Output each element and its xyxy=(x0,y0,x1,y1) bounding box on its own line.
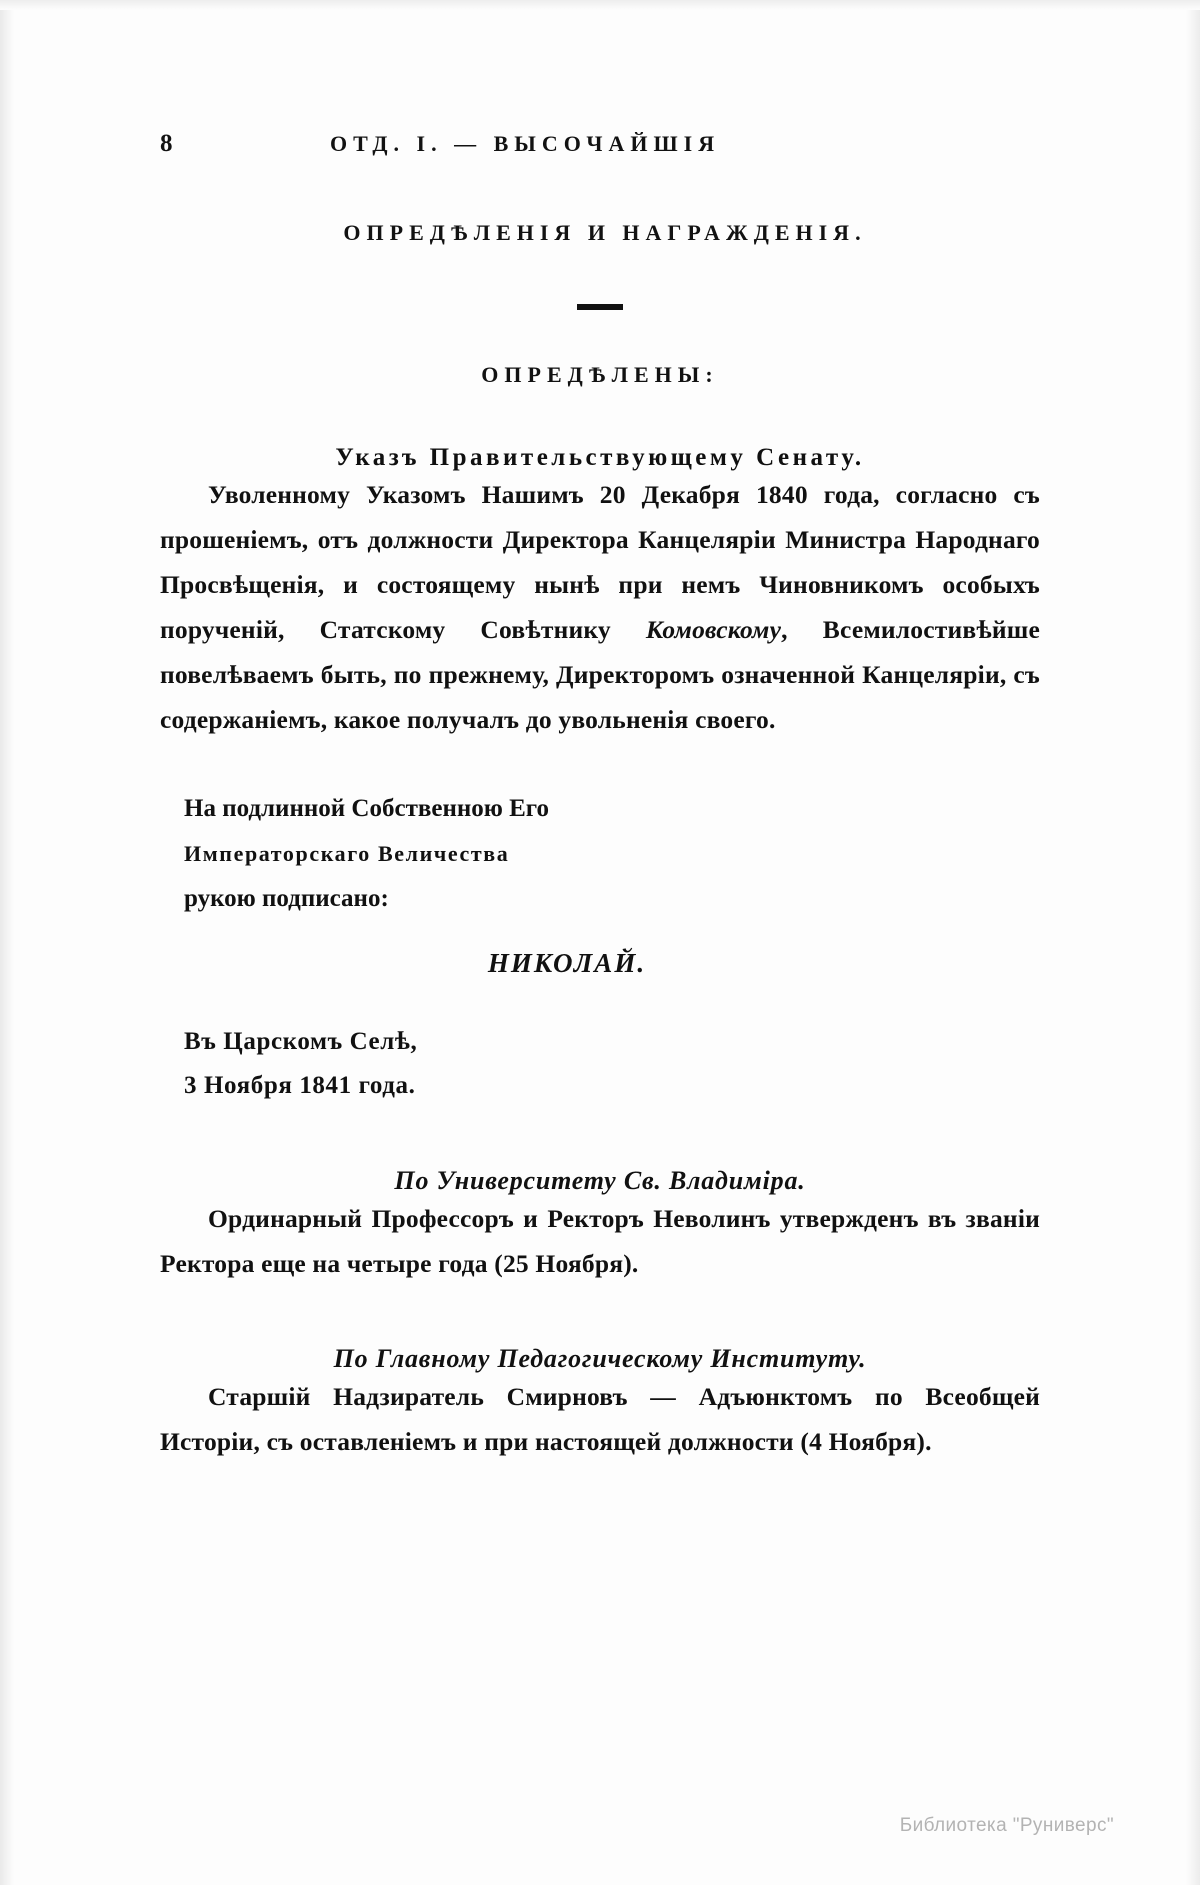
library-watermark: Библиотека "Руниверс" xyxy=(899,1815,1114,1836)
decree-body-paragraph xyxy=(160,472,1040,742)
scan-edge-top xyxy=(0,0,1200,10)
section-heading: ОПРЕДѢЛЕНЫ: xyxy=(481,362,719,387)
place-line: Въ Царскомъ Селѣ, xyxy=(184,1028,418,1055)
decree-title: Указъ Правительствующему Сенату. xyxy=(335,444,865,471)
signature-line-1: На подлинной Собственною Его xyxy=(184,795,550,822)
signature-block xyxy=(160,786,1040,986)
subheading-university: По Университету Св. Владиміра. xyxy=(394,1166,806,1195)
decree-body-italic-name: Комовскому xyxy=(645,615,782,644)
institute-text-part-1: Старшій Надзиратель xyxy=(208,1382,507,1411)
horizontal-rule-divider xyxy=(577,304,623,310)
decree-body-part-2: , Всемилостивѣйше повелѣваемъ быть, по прежнему, Директоромъ означенной Канцеляріи, съ содержаніемъ, какое получалъ до увольненія своего. xyxy=(160,615,1040,734)
institute-italic-name: Смирновъ xyxy=(506,1382,628,1411)
scan-edge-right xyxy=(1186,0,1200,1885)
decree-body-part-1: Уволенному Указомъ Нашимъ 20 Декабря 1840 года, согласно съ прошеніемъ, отъ должности Директора Канцеляріи Министра Народнаго Просвѣщенія, и состоящему нынѣ при немъ Чиновникомъ особыхъ порученій, Статскому Совѣтнику xyxy=(160,480,1040,644)
signature-line-2: Императорскаго Величества xyxy=(184,841,510,866)
page-content xyxy=(160,130,1040,1464)
subheading-institute: По Главному Педагогическому Институту. xyxy=(333,1344,867,1373)
running-head-line-2: ОПРЕДѢЛЕНІЯ И НАГРАЖДЕНІЯ. xyxy=(343,220,867,245)
institute-paragraph xyxy=(160,1374,1040,1464)
university-text-part-1: Ординарный Профессоръ и Ректоръ xyxy=(208,1204,654,1233)
running-head-line-1: ОТД. I. — ВЫСОЧАЙШІЯ xyxy=(330,131,721,156)
university-italic-name: Неволинъ xyxy=(653,1204,771,1233)
university-text-part-2: утвержденъ въ званіи Ректора еще на четыре года (25 Ноября). xyxy=(160,1204,1040,1278)
signature-name: НИКОЛАЙ. xyxy=(487,948,647,978)
scan-edge-left xyxy=(0,0,14,1885)
university-paragraph xyxy=(160,1196,1040,1286)
folio-number: 8 xyxy=(160,130,173,157)
place-and-date-block xyxy=(160,1020,1040,1108)
institute-text-part-2: — Адъюнктомъ по Всеобщей Исторіи, съ оставленіемъ и при настоящей должности (4 Ноября). xyxy=(160,1382,1040,1456)
signature-line-3: рукою подписано: xyxy=(184,885,389,912)
page-header xyxy=(160,130,1040,158)
date-line: 3 Ноября 1841 года. xyxy=(184,1072,416,1099)
